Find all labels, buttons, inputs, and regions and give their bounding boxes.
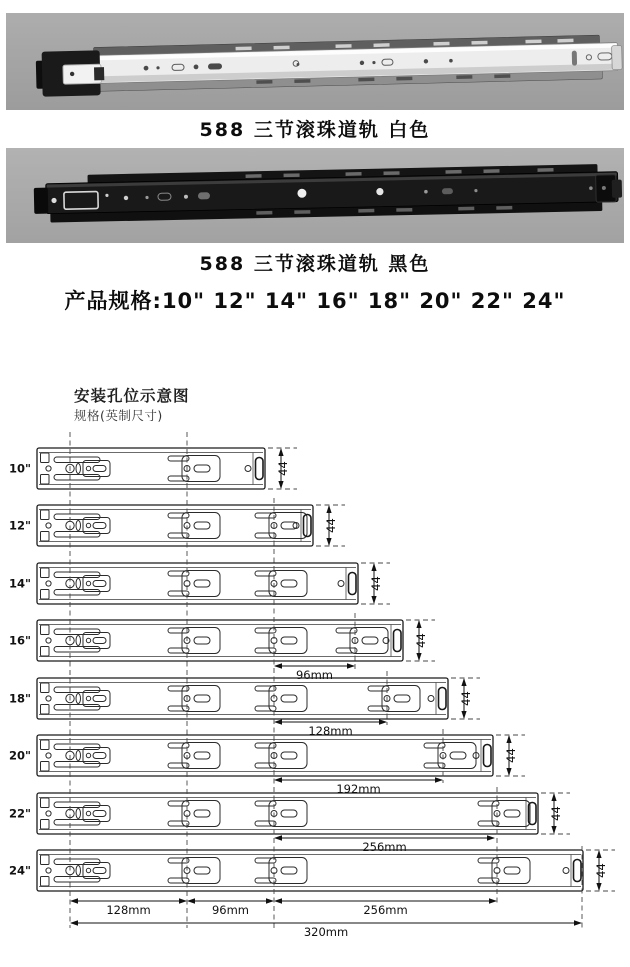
height-dimension-label: 44	[459, 691, 473, 706]
diagram-subtitle: 规格(英制尺寸)	[74, 408, 163, 423]
slide-drawing	[9, 793, 570, 834]
height-dimension-label: 44	[504, 748, 518, 763]
dimension	[70, 898, 187, 917]
height-dimension-label: 44	[414, 633, 428, 648]
height-dimension-label: 44	[369, 576, 383, 591]
caption-black-slide: 588 三节滚珠道轨 黑色	[199, 253, 431, 275]
dimension-label: 320mm	[303, 925, 349, 939]
size-label: 16"	[9, 633, 31, 648]
dimension-label: 192mm	[336, 782, 381, 796]
slide-drawing	[9, 505, 345, 546]
slide-drawing	[9, 735, 525, 776]
installation-hole-diagram	[0, 425, 630, 967]
size-label: 24"	[9, 863, 31, 878]
product-photo-white	[6, 13, 624, 110]
dimension	[187, 898, 274, 917]
product-photo-black	[6, 148, 624, 243]
black-slide-photo-illustration	[6, 148, 624, 243]
height-dimension-label: 44	[324, 518, 338, 533]
dimension	[274, 898, 497, 917]
height-dimension-label: 44	[276, 461, 290, 476]
size-label: 12"	[9, 518, 31, 533]
product-spec-line: 产品规格:10" 12" 14" 16" 18" 20" 22" 24"	[64, 289, 566, 313]
dimension-label: 128mm	[308, 724, 353, 738]
caption-white-slide: 588 三节滚珠道轨 白色	[199, 119, 431, 141]
slide-drawing	[9, 678, 480, 719]
size-label: 20"	[9, 748, 31, 763]
dimension-label: 128mm	[106, 903, 151, 917]
white-slide-photo-illustration	[6, 13, 624, 110]
height-dimension-label: 44	[594, 863, 608, 878]
diagram-title: 安装孔位示意图	[74, 387, 190, 405]
size-label: 14"	[9, 576, 31, 591]
dimension-label: 256mm	[363, 903, 408, 917]
dimension-label: 256mm	[362, 840, 407, 854]
dimension-label: 96mm	[211, 903, 250, 917]
slide-drawing	[9, 448, 297, 489]
dimension	[70, 920, 582, 939]
size-label: 22"	[9, 806, 31, 821]
size-label: 18"	[9, 691, 31, 706]
dimension-label: 96mm	[295, 668, 334, 682]
size-label: 10"	[9, 461, 31, 476]
slide-drawing	[9, 850, 615, 891]
slide-drawing	[9, 620, 435, 661]
slide-drawing	[9, 563, 390, 604]
height-dimension-label: 44	[549, 806, 563, 821]
